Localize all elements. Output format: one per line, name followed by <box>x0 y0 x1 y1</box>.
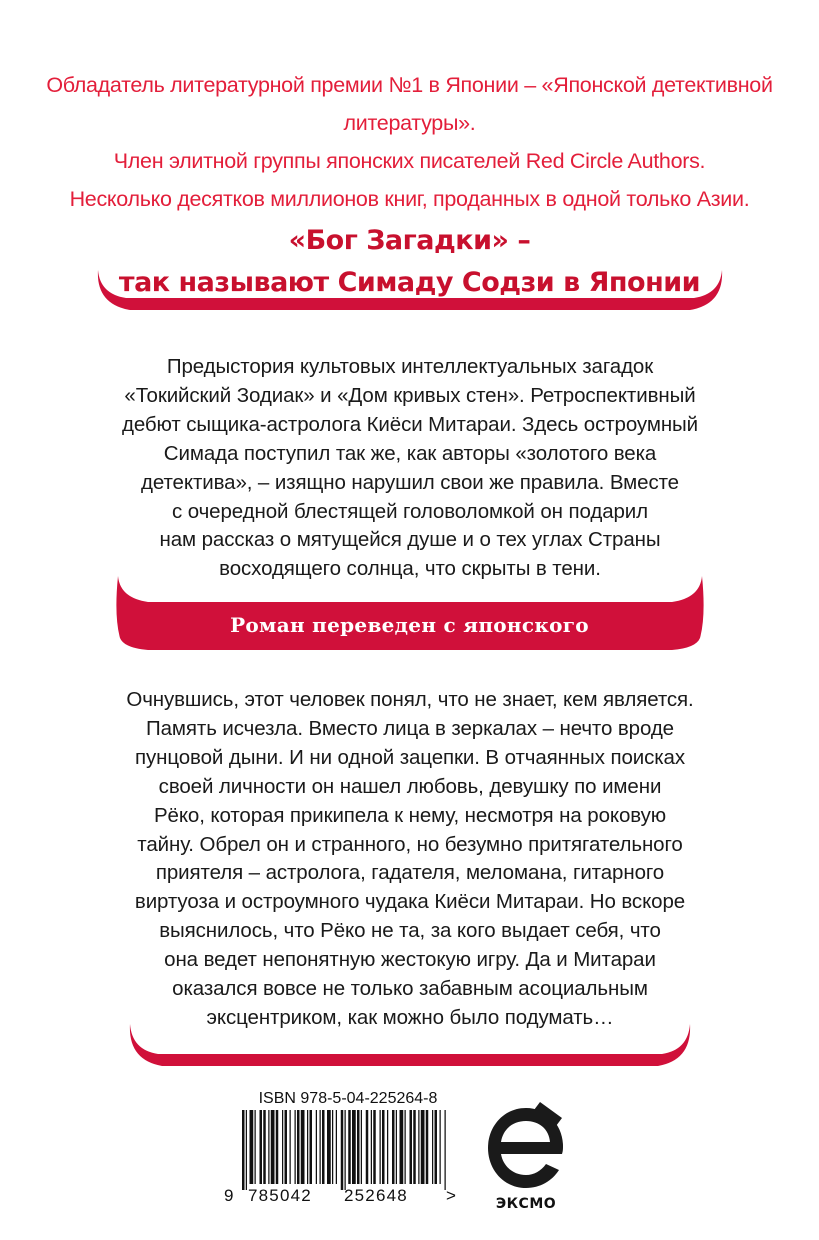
synopsis-line: тайну. Обрел он и странного, но безумно притягательного <box>137 832 683 856</box>
synopsis-bracket <box>0 1022 819 1072</box>
barcode-bar <box>432 1110 433 1184</box>
barcode-bar <box>426 1110 429 1184</box>
award-line: Член элитной группы японских писателей Red Circle Authors. <box>113 149 706 173</box>
barcode-bar <box>316 1110 317 1184</box>
headline-line1: «Бог Загадки» – <box>288 225 531 256</box>
barcode-bar <box>250 1110 254 1184</box>
barcode-bar <box>297 1110 300 1184</box>
barcode-bar <box>387 1110 388 1184</box>
barcode-bar <box>322 1110 325 1184</box>
awards-block <box>0 66 819 218</box>
barcode-bar <box>336 1110 337 1184</box>
synopsis-line: приятеля – астролога, гадателя, меломана, гитарного <box>155 861 665 885</box>
barcode-bar <box>268 1110 269 1184</box>
barcode-digit-group-1: 785042 <box>248 1186 312 1205</box>
barcode-bar <box>271 1110 275 1184</box>
description-paragraph <box>60 353 760 584</box>
synopsis-line: Рёко, которая прикипела к нему, несмотря на роковую <box>153 803 667 827</box>
barcode-bar <box>445 1110 446 1190</box>
synopsis-line: своей личности он нашел любовь, девушку по имени <box>158 774 662 798</box>
barcode-bar <box>352 1110 356 1184</box>
synopsis-line: эксцентриком, как можно было подумать… <box>206 1005 614 1029</box>
barcode-bar <box>348 1110 351 1184</box>
description-line: Симада поступил так же, как авторы «золотого века <box>163 441 657 465</box>
award-line: Обладатель литературной премии №1 в Японии – «Японской детективной литературы». <box>46 73 773 135</box>
barcode-bar <box>260 1110 263 1184</box>
synopsis-line: она ведет непонятную жестокую игру. Да и Митараи <box>164 948 656 972</box>
eksmo-e-logo-icon <box>480 1100 572 1200</box>
translated-label: Роман переведен с японского <box>230 613 589 637</box>
barcode-bar <box>263 1110 266 1184</box>
barcode-digit-group-2: 252648 <box>344 1186 408 1205</box>
barcode-bar <box>421 1110 425 1184</box>
synopsis-line: виртуоза и остроумного чудака Киёси Митараи. Но вскоре <box>134 890 686 914</box>
barcode-bar <box>276 1110 279 1184</box>
synopsis-line: выяснилось, что Рёко не та, за кого выдает себя, что <box>159 919 661 943</box>
barcode-bar <box>242 1110 245 1190</box>
barcode <box>240 1110 450 1195</box>
barcode-bar <box>310 1110 313 1184</box>
barcode-bar <box>246 1110 247 1190</box>
barcode-bar <box>396 1110 397 1184</box>
barcode-bar <box>282 1110 283 1184</box>
barcode-bar <box>440 1110 441 1184</box>
description-line: нам рассказ о мятущейся душе и о тех углах Страны <box>159 528 661 552</box>
barcode-bar <box>382 1110 385 1184</box>
barcode-bar <box>307 1110 308 1184</box>
barcode-bar <box>418 1110 419 1184</box>
barcode-bar <box>332 1110 333 1184</box>
synopsis-line: оказался вовсе не только забавным асоциальным <box>172 977 648 1001</box>
barcode-bar <box>341 1110 344 1190</box>
barcode-digit-first: 9 <box>224 1186 234 1205</box>
publisher-name: ЭКСМО <box>495 1196 557 1212</box>
barcode-bar <box>380 1110 381 1184</box>
barcode-bar <box>327 1110 331 1184</box>
synopsis-line: пунцовой дыни. И ни одной зацепки. В отчаянных поисках <box>134 745 686 769</box>
barcode-bar <box>320 1110 321 1184</box>
description-line: детектива», – изящно нарушил свои же правила. Вместе <box>141 470 679 494</box>
headline-line2: так называют Симаду Содзи в Японии <box>118 267 701 298</box>
description-line: «Токийский Зодиак» и «Дом кривых стен». Ретроспективный <box>124 383 696 407</box>
headline-bracket <box>0 268 819 318</box>
description-line: с очередной блестящей головоломкой он подарил <box>171 499 649 523</box>
barcode-bar <box>373 1110 376 1184</box>
synopsis-line: Очнувшись, этот человек понял, что не знает, кем является. <box>126 688 694 711</box>
barcode-bar <box>405 1110 406 1184</box>
barcode-bar <box>371 1110 372 1184</box>
barcode-bar <box>285 1110 288 1184</box>
description-line: Предыстория культовых интеллектуальных загадок <box>166 355 654 378</box>
barcode-bar <box>345 1110 346 1190</box>
barcode-bar <box>357 1110 360 1184</box>
barcode-bar <box>413 1110 416 1184</box>
award-line: Несколько десятков миллионов книг, проданных в одной только Азии. <box>69 187 750 211</box>
synopsis-line: Память исчезла. Вместо лица в зеркалах – нечто вроде <box>146 716 674 740</box>
barcode-quiet-zone-mark: > <box>446 1186 456 1205</box>
barcode-bar <box>400 1110 404 1184</box>
barcode-bar <box>410 1110 413 1184</box>
isbn-label: ISBN 978-5-04-225264-8 <box>258 1090 438 1107</box>
barcode-bar <box>301 1110 305 1184</box>
barcode-bar <box>392 1110 395 1184</box>
barcode-bar <box>361 1110 362 1184</box>
barcode-bar <box>435 1110 438 1184</box>
description-line: восходящего солнца, что скрыты в тени. <box>219 557 601 581</box>
barcode-bar <box>290 1110 291 1184</box>
barcode-bar <box>366 1110 369 1184</box>
description-line: дебют сыщика-астролога Киёси Митараи. Здесь остроумный <box>121 412 699 436</box>
synopsis-paragraph <box>60 686 760 1033</box>
barcode-bar <box>295 1110 296 1184</box>
barcode-bar <box>255 1110 256 1184</box>
